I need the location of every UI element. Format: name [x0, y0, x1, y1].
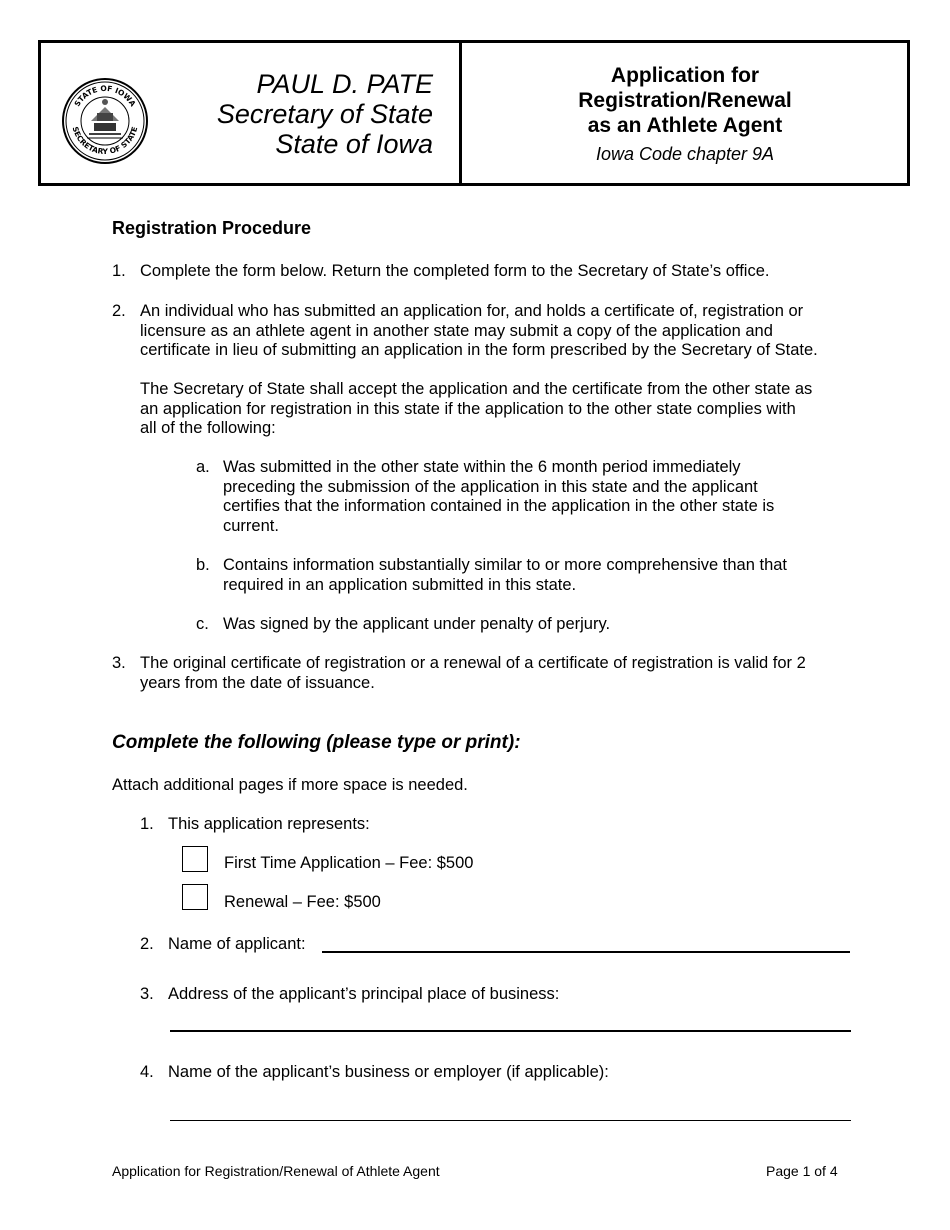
- official-state: State of Iowa: [275, 129, 433, 159]
- question-3-number: 3.: [140, 985, 154, 1003]
- code-reference: Iowa Code chapter 9A: [595, 144, 775, 164]
- svg-text:SECRETARY OF STATE: SECRETARY OF STATE: [70, 125, 140, 157]
- sub-item-c-text: [223, 615, 610, 635]
- question-1-number: 1.: [140, 815, 154, 833]
- official-block: [161, 69, 433, 159]
- sub-item-a-text: [223, 458, 774, 536]
- official-name: PAUL D. PATE: [256, 69, 433, 99]
- step-3-line: years from the date of issuance.: [140, 673, 375, 692]
- form-title-line-1: Application for: [610, 64, 760, 87]
- form-title-line-2: Registration/Renewal: [578, 89, 792, 112]
- sub-item-a-letter: a.: [196, 458, 210, 476]
- step-2-line: An individual who has submitted an application for, and holds a certificate of, registration or: [140, 302, 804, 320]
- question-4-label: Name of the applicant’s business or employer (if applicable):: [168, 1063, 609, 1081]
- step-2-text: [140, 302, 818, 361]
- step-2-line: certificate in lieu of submitting an application in the form prescribed by the Secretary of State.: [140, 341, 818, 359]
- business-address-field[interactable]: [170, 1011, 851, 1032]
- header-box: [38, 40, 910, 186]
- step-2-note: [140, 380, 812, 439]
- first-time-application-label: First Time Application – Fee: $500: [224, 854, 474, 872]
- question-1-label: This application represents:: [168, 815, 370, 833]
- sub-item-c-letter: c.: [196, 615, 209, 633]
- sub-item-b-line: Contains information substantially similar to or more comprehensive than that: [223, 556, 788, 574]
- question-3-label: Address of the applicant’s principal place of business:: [168, 985, 560, 1003]
- question-2-label: Name of applicant:: [168, 935, 306, 953]
- complete-following-heading: Complete the following (please type or print):: [112, 732, 521, 753]
- sub-item-a-line: certifies that the information contained in the application in the other state is: [223, 497, 775, 515]
- question-4-number: 4.: [140, 1063, 154, 1081]
- step-3-line: The original certificate of registration or a renewal of a certificate of registration is valid for 2: [140, 654, 806, 672]
- step-3-number: 3.: [112, 654, 126, 672]
- question-2-number: 2.: [140, 935, 154, 953]
- first-time-application-checkbox[interactable]: [182, 846, 208, 872]
- sub-item-a-line: current.: [223, 516, 279, 535]
- sub-item-b-letter: b.: [196, 556, 210, 574]
- sub-item-a-line: Was submitted in the other state within the 6 month period immediately: [223, 458, 741, 476]
- step-1-line: Complete the form below. Return the completed form to the Secretary of State’s office.: [140, 262, 770, 280]
- step-2-note-line: The Secretary of State shall accept the application and the certificate from the other state as: [140, 380, 813, 398]
- step-2-line: licensure as an athlete agent in another state may submit a copy of the application and: [140, 321, 773, 340]
- form-title: [463, 63, 907, 138]
- registration-procedure-heading: Registration Procedure: [112, 218, 312, 238]
- business-employer-field[interactable]: [170, 1101, 851, 1121]
- sub-item-c-line: Was signed by the applicant under penalty of perjury.: [223, 615, 611, 633]
- form-title-line-3: as an Athlete Agent: [587, 114, 783, 137]
- sub-item-b-line: required in an application submitted in this state.: [223, 575, 577, 594]
- footer-page-number: Page 1 of 4: [766, 1163, 838, 1179]
- header-divider: [459, 43, 462, 183]
- step-1-number: 1.: [112, 262, 126, 280]
- sub-item-b-text: [223, 556, 787, 595]
- step-1-text: [140, 262, 769, 282]
- renewal-label: Renewal – Fee: $500: [224, 893, 381, 911]
- step-2-note-line: an application for registration in this state if the application to the other state complies with: [140, 399, 796, 418]
- sub-item-a-line: preceding the submission of the application in this state and the applicant: [223, 477, 758, 496]
- applicant-name-field[interactable]: [322, 932, 850, 953]
- step-2-note-line: all of the following:: [140, 419, 276, 437]
- step-3-text: [140, 654, 806, 693]
- svg-text:STATE OF IOWA: STATE OF IOWA: [72, 83, 138, 109]
- state-seal-icon: [61, 77, 149, 165]
- attach-note: Attach additional pages if more space is needed.: [112, 776, 468, 794]
- footer-form-name: Application for Registration/Renewal of Athlete Agent: [112, 1163, 440, 1179]
- step-2-number: 2.: [112, 302, 126, 320]
- renewal-checkbox[interactable]: [182, 884, 208, 910]
- official-title: Secretary of State: [216, 99, 433, 129]
